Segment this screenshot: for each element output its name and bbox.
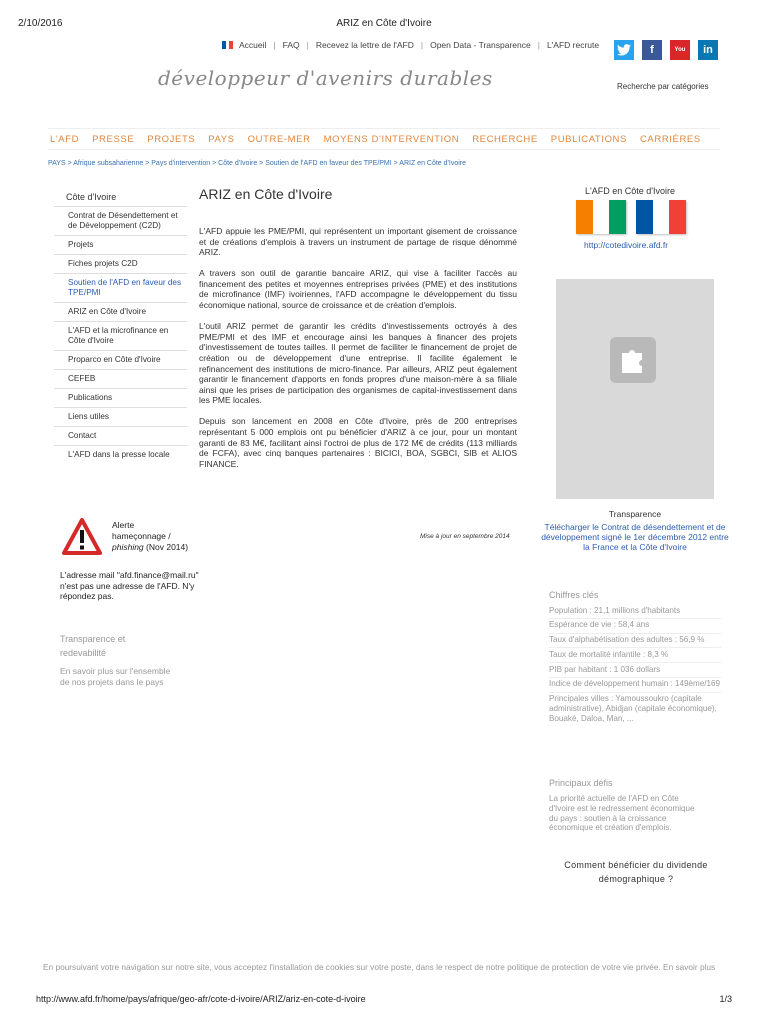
cookie-notice[interactable]: En poursuivant votre navigation sur notre site, vous acceptez l'installation de cookies sur votre poste, dans le respect de notre politique de protection de votre vie privée. En savoir plus	[43, 962, 716, 972]
toplink-faq[interactable]: FAQ	[282, 40, 300, 50]
toplink-newsletter[interactable]: Recevez la lettre de l'AFD	[315, 40, 414, 50]
sidebar-item-publications[interactable]: Publications	[54, 389, 187, 408]
key-figures-heading: Chiffres clés	[549, 590, 599, 600]
paragraph-4: Depuis son lancement en 2008 en Côte d'Ivoire, près de 200 entreprises représentant 5 000 emplois ont pu bénéficier d'ARIZ à ce jour, pour un montant garanti de 83 M€, facilitant ainsi l'octroi de plus de 172 M€ de crédits (113 milliards de FCFA), avec cinq banques partenaires : BICICI, BOA, SGBCI, SIB et ALIOS FINANCE.	[199, 416, 517, 469]
nav-pays[interactable]: PAYS	[208, 133, 235, 145]
page-title: ARIZ en Côte d'Ivoire	[199, 186, 333, 202]
flags	[576, 200, 686, 234]
sidebar-item-soutien-tpe[interactable]: Soutien de l'AFD en faveur des TPE/PMI	[54, 274, 187, 303]
nav-presse[interactable]: PRESSE	[92, 133, 135, 145]
key-figure-mortality: Taux de mortalité infantile : 8,3 %	[549, 648, 721, 663]
sidebar-item-presse-locale[interactable]: L'AFD dans la presse locale	[68, 450, 170, 459]
challenges-text: La priorité actuelle de l'AFD en Côte d'Ivoire est le redressement économique du pays : soutien à la croissance économique et création d'emplois.	[549, 794, 695, 833]
toplink-open-data[interactable]: Open Data - Transparence	[430, 40, 531, 50]
puzzle-piece-icon	[610, 337, 656, 383]
linkedin-icon[interactable]: in	[698, 40, 718, 60]
challenges-heading: Principaux défis	[549, 778, 613, 788]
article-body	[199, 226, 517, 480]
sidebar-item-ariz[interactable]: ARIZ en Côte d'Ivoire	[54, 303, 187, 322]
download-c2d-link[interactable]: Télécharger le Contrat de désendettement et de développement signé le 1er décembre 2012 entre la France et la Côte d'Ivoire	[541, 522, 729, 552]
key-figures-list	[549, 604, 721, 726]
sidebar-item-cefeb[interactable]: CEFEB	[54, 370, 187, 389]
paragraph-3: L'outil ARIZ permet de garantir les crédits d'investissements octroyés à des PME/PMI et des IMF et encourage ainsi les banques à financer des projets d'investissement de toutes tailles. Il permet de faciliter le financement de projet de création ou de développement d'une entreprise. Il facilite également le refinancement des institutions de micro-finance. Par ailleurs, ARIZ peut également garantir le financement d'apports en fonds propres d'une maison-mère à sa filiale ainsi que les prises de participation des organismes de capital-investissement dans les PME locales.	[199, 321, 517, 406]
update-date: Mise à jour en septembre 2014	[420, 533, 510, 540]
transparency-heading: Transparence et redevabilité	[60, 634, 126, 658]
key-figure-population: Population : 21,1 millions d'habitants	[549, 604, 721, 619]
top-links: Accueil | FAQ | Recevez la lettre de l'AFD | Open Data - Transparence | L'AFD recrute	[222, 40, 599, 50]
key-figure-gdp: PIB par habitant : 1 036 dollars	[549, 663, 721, 678]
afd-cote-divoire-heading: L'AFD en Côte d'Ivoire	[585, 186, 675, 196]
breadcrumb[interactable]: PAYS > Afrique subsaharienne > Pays d'intervention > Côte d'Ivoire > Soutien de l'AFD en faveur des TPE/PMI > ARIZ en Côte d'Ivoire	[48, 160, 466, 167]
nav-carrieres[interactable]: CARRIÈRES	[639, 133, 701, 145]
french-flag-icon	[222, 41, 233, 49]
sidebar-item-fiches-c2d[interactable]: Fiches projets C2D	[54, 255, 187, 274]
sidebar-item-proparco[interactable]: Proparco en Côte d'Ivoire	[54, 351, 187, 370]
sidebar-item-microfinance[interactable]: L'AFD et la microfinance en Côte d'Ivoire	[54, 322, 187, 351]
main-nav	[48, 128, 720, 150]
sidebar-item-liens[interactable]: Liens utiles	[54, 408, 187, 427]
france-flag-icon	[636, 200, 686, 234]
paragraph-2: A travers son outil de garantie bancaire ARIZ, qui vise à faciliter l'accès au financement des petites et moyennes entreprises privées (PME) et des institutions de microfinance (IMF) ivoiriennes, l'AFD accompagne le développement du tissu économique national, source de croissance et de création d'emplois.	[199, 268, 517, 311]
print-page-number: 1/3	[719, 994, 732, 1004]
sidebar-item-c2d[interactable]: Contrat de Désendettement et de Développement (C2D)	[54, 206, 187, 236]
key-figure-literacy: Taux d'alphabétisation des adultes : 56,9 %	[549, 634, 721, 649]
toplink-home[interactable]: Accueil	[239, 40, 267, 50]
key-figure-life-expectancy: Espérance de vie : 58,4 ans	[549, 619, 721, 634]
sidebar-item-contact[interactable]: Contact	[54, 427, 187, 446]
warning-icon	[62, 518, 102, 556]
key-figure-cities: Principales villes : Yamoussoukro (capitale administrative), Abidjan (capitale économique), Bouaké, Daloa, Man, ...	[549, 694, 717, 723]
alert-phishing-word: phishing	[112, 542, 144, 552]
toplink-careers[interactable]: L'AFD recrute	[546, 40, 600, 50]
print-title: ARIZ en Côte d'Ivoire	[336, 18, 432, 29]
facebook-icon[interactable]: f	[642, 40, 662, 60]
alert-description: L'adresse mail "afd.finance@mail.ru" n'est pas une adresse de l'AFD. N'y répondez pas.	[60, 570, 199, 601]
paragraph-1: L'AFD appuie les PME/PMI, qui représentent un important gisement de croissance et de créations d'emplois à travers un instrument de partage de risque dénommé ARIZ.	[199, 226, 517, 258]
print-date: 2/10/2016	[18, 18, 63, 29]
social-links	[614, 40, 718, 60]
youtube-icon[interactable]: You	[670, 40, 690, 60]
sidebar-heading[interactable]: Côte d'Ivoire	[66, 192, 117, 202]
print-url: http://www.afd.fr/home/pays/afrique/geo-afr/cote-d-ivoire/ARIZ/ariz-en-cote-d-ivoire	[36, 994, 366, 1004]
nav-projets[interactable]: PROJETS	[147, 133, 196, 145]
alert-title[interactable]: Alerte hameçonnage / phishing (Nov 2014)	[112, 520, 189, 552]
twitter-icon[interactable]	[614, 40, 634, 60]
transparency-link[interactable]: En savoir plus sur l'ensemble de nos projets dans le pays	[60, 666, 171, 687]
site-tagline: développeur d'avenirs durables	[158, 66, 493, 90]
missing-plugin-placeholder[interactable]	[556, 279, 714, 499]
nav-afd[interactable]: L'AFD	[50, 133, 80, 145]
nav-outre-mer[interactable]: OUTRE-MER	[247, 133, 311, 145]
demographic-dividend-link[interactable]: Comment bénéficier du dividende démographique ?	[564, 860, 708, 884]
cote-divoire-flag-icon	[576, 200, 626, 234]
sidebar-item-projets[interactable]: Projets	[54, 236, 187, 255]
sidebar-menu	[54, 206, 187, 464]
nav-moyens[interactable]: MOYENS D'INTERVENTION	[323, 133, 460, 145]
nav-recherche[interactable]: RECHERCHE	[472, 133, 538, 145]
nav-publications[interactable]: PUBLICATIONS	[550, 133, 627, 145]
key-figure-hdi: Indice de développement humain : 149ème/169	[549, 678, 721, 693]
transparency-label: Transparence	[608, 509, 662, 519]
cote-divoire-site-link[interactable]: http://cotedivoire.afd.fr	[584, 240, 669, 250]
search-by-category-link[interactable]: Recherche par catégories	[617, 82, 709, 91]
